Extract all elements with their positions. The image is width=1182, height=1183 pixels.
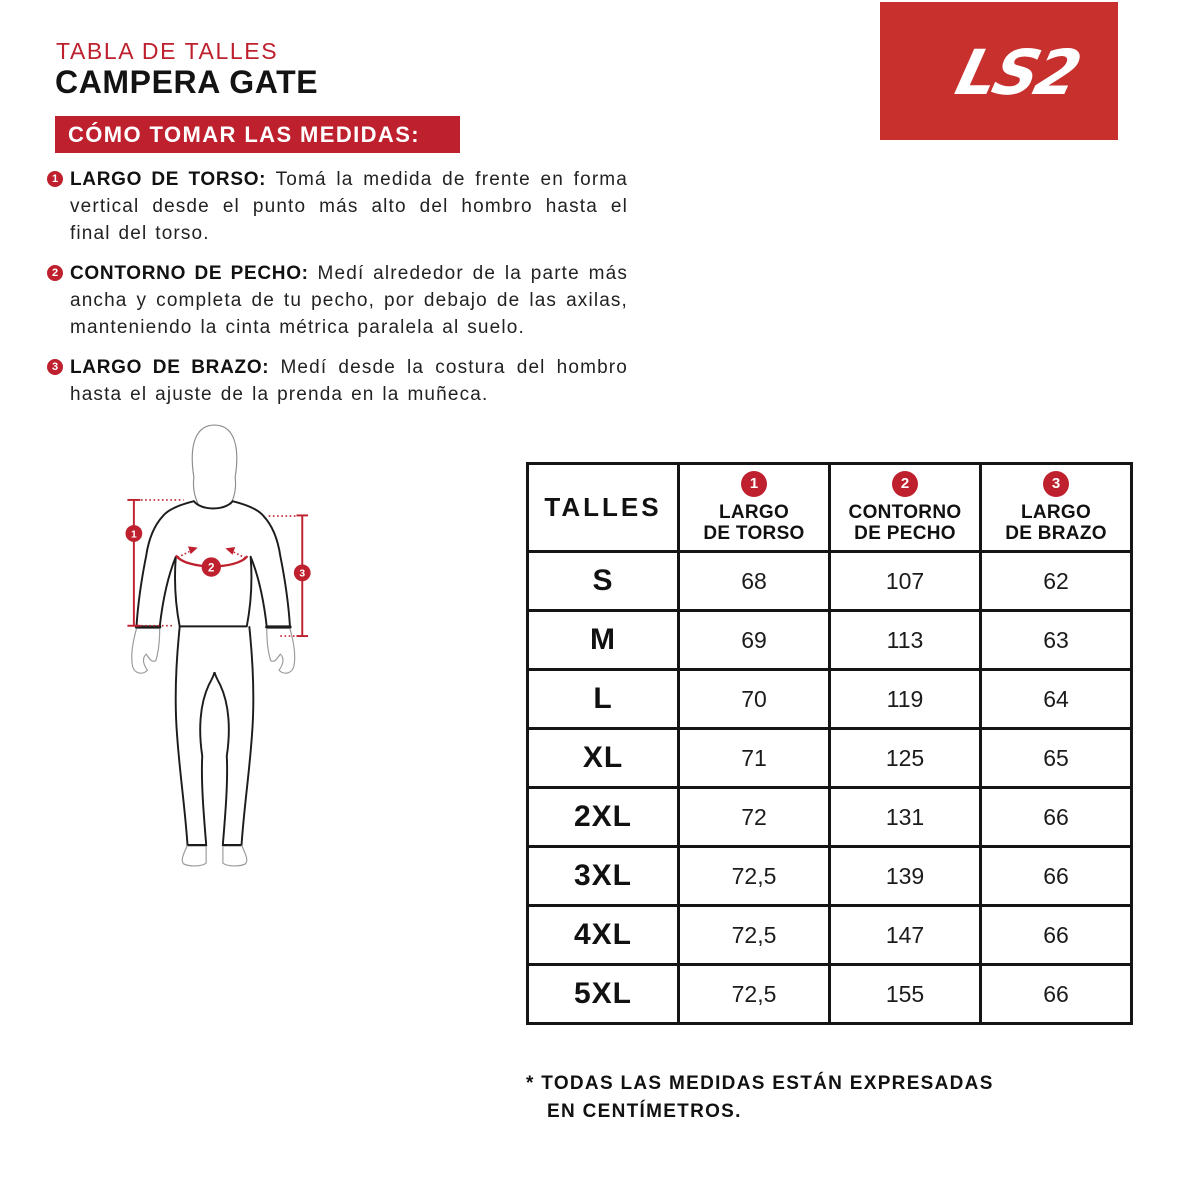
torso-value: 72,5 bbox=[679, 965, 830, 1024]
page-eyebrow: TABLA DE TALLES bbox=[56, 38, 279, 64]
head-outline bbox=[192, 425, 237, 504]
table-row bbox=[528, 906, 1132, 965]
instruction-text bbox=[70, 260, 628, 341]
ls2-logo-text: LS2 bbox=[949, 36, 1086, 109]
table-row bbox=[528, 670, 1132, 729]
torso-value: 72,5 bbox=[679, 906, 830, 965]
body-figure-svg bbox=[110, 418, 490, 1178]
torso-value: 68 bbox=[679, 552, 830, 611]
column-header-torso: 1 LARGO DE TORSO bbox=[679, 464, 830, 552]
instruction-body: Medí desde la costura del hombro hasta el ajuste de la prenda en la muñeca. bbox=[70, 357, 628, 405]
size-label: 4XL bbox=[528, 906, 679, 965]
brazo-value: 66 bbox=[981, 965, 1132, 1024]
size-label: S bbox=[528, 552, 679, 611]
table-row bbox=[528, 611, 1132, 670]
chest-arrow-left bbox=[188, 546, 198, 554]
instruction-text bbox=[70, 354, 628, 408]
column-2-badge: 2 bbox=[892, 471, 918, 497]
pecho-value: 119 bbox=[830, 670, 981, 729]
instruction-item bbox=[51, 260, 628, 341]
size-label: M bbox=[528, 611, 679, 670]
pecho-value: 107 bbox=[830, 552, 981, 611]
column-header-brazo: 3 LARGO DE BRAZO bbox=[981, 464, 1132, 552]
pants-outline bbox=[176, 627, 254, 845]
marker-2-number: 2 bbox=[208, 561, 215, 575]
ls2-logo bbox=[880, 2, 1118, 140]
footnote-line-2: EN CENTÍMETROS. bbox=[547, 1101, 742, 1122]
marker-3-number: 3 bbox=[299, 568, 306, 580]
brazo-value: 62 bbox=[981, 552, 1132, 611]
instruction-label: CONTORNO DE PECHO: bbox=[70, 263, 309, 284]
footnote-line-1: * TODAS LAS MEDIDAS ESTÁN EXPRESADAS bbox=[526, 1073, 994, 1094]
instruction-item bbox=[51, 354, 628, 408]
pecho-value: 139 bbox=[830, 847, 981, 906]
pecho-value: 147 bbox=[830, 906, 981, 965]
section-banner: CÓMO TOMAR LAS MEDIDAS: bbox=[55, 116, 460, 153]
pecho-value: 155 bbox=[830, 965, 981, 1024]
pecho-value: 131 bbox=[830, 788, 981, 847]
hands-outline bbox=[132, 629, 295, 673]
instruction-text bbox=[70, 166, 628, 247]
instruction-body: Tomá la medida de frente en forma vertical desde el punto más alto del hombro hasta el final del torso. bbox=[70, 169, 628, 244]
brazo-value: 66 bbox=[981, 906, 1132, 965]
feet-outline bbox=[182, 845, 247, 866]
brazo-value: 64 bbox=[981, 670, 1132, 729]
pecho-value: 113 bbox=[830, 611, 981, 670]
brazo-value: 65 bbox=[981, 729, 1132, 788]
step-1-badge: 1 bbox=[47, 171, 63, 187]
step-2-badge: 2 bbox=[47, 265, 63, 281]
table-row bbox=[528, 552, 1132, 611]
brazo-value: 63 bbox=[981, 611, 1132, 670]
size-label: 5XL bbox=[528, 965, 679, 1024]
instruction-body: Medí alrededor de la parte más ancha y completa de tu pecho, por debajo de las axilas, manteniendo la cinta métrica paralela al suelo. bbox=[70, 263, 628, 338]
column-1-badge: 1 bbox=[741, 471, 767, 497]
table-row bbox=[528, 788, 1132, 847]
torso-value: 71 bbox=[679, 729, 830, 788]
table-header-row bbox=[528, 464, 1132, 552]
marker-1-number: 1 bbox=[130, 529, 137, 541]
units-footnote bbox=[526, 1070, 994, 1126]
table-row bbox=[528, 729, 1132, 788]
torso-value: 72 bbox=[679, 788, 830, 847]
size-label: 3XL bbox=[528, 847, 679, 906]
instruction-label: LARGO DE BRAZO: bbox=[70, 357, 270, 378]
brazo-value: 66 bbox=[981, 788, 1132, 847]
corner-header: TALLES bbox=[528, 464, 679, 552]
table-row bbox=[528, 847, 1132, 906]
size-label: XL bbox=[528, 729, 679, 788]
chest-arrow-right bbox=[225, 547, 235, 555]
body-measurement-diagram bbox=[110, 418, 490, 1183]
size-label: 2XL bbox=[528, 788, 679, 847]
torso-value: 70 bbox=[679, 670, 830, 729]
page-title: CAMPERA GATE bbox=[55, 64, 319, 100]
pecho-value: 125 bbox=[830, 729, 981, 788]
instruction-label: LARGO DE TORSO: bbox=[70, 169, 267, 190]
size-table bbox=[526, 462, 1133, 1025]
size-label: L bbox=[528, 670, 679, 729]
brazo-value: 66 bbox=[981, 847, 1132, 906]
instruction-item bbox=[51, 166, 628, 247]
torso-value: 72,5 bbox=[679, 847, 830, 906]
table-row bbox=[528, 965, 1132, 1024]
measure-instructions bbox=[51, 166, 628, 421]
torso-value: 69 bbox=[679, 611, 830, 670]
ls2-logo-mark bbox=[880, 2, 1118, 140]
column-header-pecho: 2 CONTORNO DE PECHO bbox=[830, 464, 981, 552]
column-3-badge: 3 bbox=[1043, 471, 1069, 497]
step-3-badge: 3 bbox=[47, 359, 63, 375]
